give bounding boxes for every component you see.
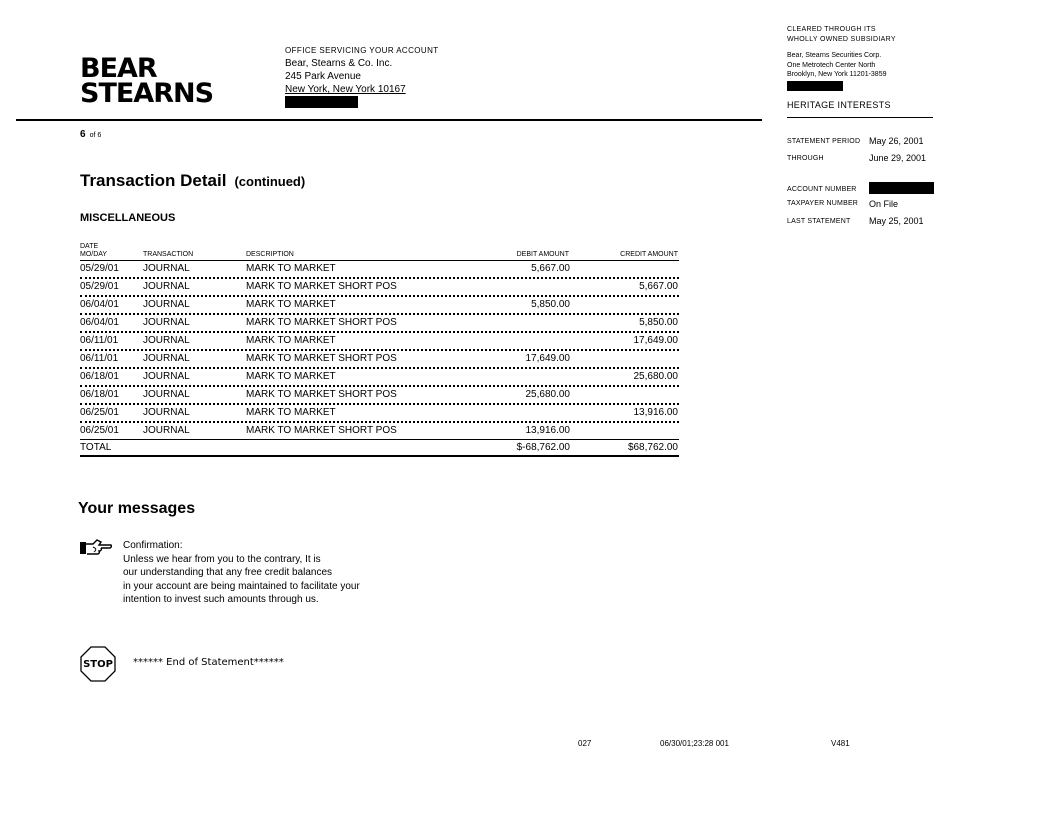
office-header: OFFICE SERVICING YOUR ACCOUNT [285,46,439,55]
message-line: in your account are being maintained to facilitate your [123,580,360,592]
header-credit: CREDIT AMOUNT [620,251,678,258]
cleared-line-2: WHOLLY OWNED SUBSIDIARY [787,35,896,43]
stop-sign-label: STOP [83,659,113,670]
last-statement-label: LAST STATEMENT [787,218,851,225]
cell-debit: 5,850.00 [531,299,570,310]
cell-credit: 5,667.00 [639,281,678,292]
client-name: HERITAGE INTERESTS [787,100,891,110]
page-number-value: 6 [80,129,86,140]
cell-date: 05/29/01 [80,263,119,274]
through-value: June 29, 2001 [869,153,927,163]
cell-description: MARK TO MARKET [246,299,336,310]
total-credit: $68,762.00 [627,442,678,453]
cell-credit: 25,680.00 [633,371,678,382]
corp-city: Brooklyn, New York 11201-3859 [787,71,887,78]
cell-transaction: JOURNAL [143,389,190,400]
logo-line-1: BEAR [80,53,157,84]
cell-description: MARK TO MARKET [246,263,336,274]
through-label: THROUGH [787,155,824,162]
office-block [285,44,439,108]
cell-date: 06/18/01 [80,389,119,400]
cell-description: MARK TO MARKET SHORT POS [246,425,397,436]
statement-period-value: May 26, 2001 [869,136,924,146]
cell-debit: 5,667.00 [531,263,570,274]
cell-date: 06/11/01 [80,335,119,346]
redaction-bar [787,81,843,91]
taxpayer-number-value: On File [869,199,899,209]
redaction-bar [869,182,934,194]
table-row [80,315,679,333]
cell-transaction: JOURNAL [143,299,190,310]
cell-debit: 25,680.00 [525,389,570,400]
bear-stearns-logo [80,53,214,109]
cell-date: 05/29/01 [80,281,119,292]
page-number [80,129,101,140]
pointing-hand-icon [79,538,113,563]
cell-date: 06/04/01 [80,299,119,310]
cell-description: MARK TO MARKET SHORT POS [246,389,397,400]
table-row [80,369,679,387]
cleared-line-1: CLEARED THROUGH ITS [787,26,876,33]
cell-description: MARK TO MARKET SHORT POS [246,317,397,328]
redaction-bar [285,96,358,108]
cell-description: MARK TO MARKET SHORT POS [246,353,397,364]
account-number-label: ACCOUNT NUMBER [787,186,857,193]
table-header [80,243,679,261]
cell-debit: 13,916.00 [525,425,570,436]
office-street: 245 Park Avenue [285,71,361,82]
total-debit: $-68,762.00 [516,442,570,453]
message-line: Confirmation: [123,540,183,551]
last-statement-value: May 25, 2001 [869,216,924,226]
office-city: New York, New York 10167 [285,84,406,95]
cell-transaction: JOURNAL [143,425,190,436]
message-line: intention to invest such amounts through us. [123,594,319,605]
corp-name: Bear, Stearns Securities Corp. [787,52,882,59]
section-heading: MISCELLANEOUS [80,212,176,224]
header-debit: DEBIT AMOUNT [516,251,569,258]
table-row [80,351,679,369]
statement-period-label: STATEMENT PERIOD [787,138,861,145]
logo-line-2: STEARNS [80,78,214,109]
cell-date: 06/25/01 [80,425,119,436]
cell-description: MARK TO MARKET [246,371,336,382]
title-text: Transaction Detail [80,171,227,190]
clearing-corp-address [787,51,887,91]
cell-credit: 17,649.00 [633,335,678,346]
cell-transaction: JOURNAL [143,353,190,364]
end-of-statement: ****** End of Statement****** [133,657,284,668]
cell-date: 06/11/01 [80,353,119,364]
right-panel-divider [787,117,933,118]
message-line: our understanding that any free credit balances [123,567,333,578]
cell-debit: 17,649.00 [525,353,570,364]
cell-description: MARK TO MARKET [246,407,336,418]
table-body [80,261,679,439]
footer-code-2: V481 [831,739,850,748]
cell-description: MARK TO MARKET [246,335,336,346]
cell-date: 06/04/01 [80,317,119,328]
table-row [80,387,679,405]
header-description: DESCRIPTION [246,251,294,258]
table-row [80,279,679,297]
total-label: TOTAL [80,442,112,453]
cleared-through [787,25,896,44]
header-divider [16,119,762,121]
cell-transaction: JOURNAL [143,317,190,328]
header-transaction: TRANSACTION [143,251,194,258]
table-row [80,333,679,351]
cell-transaction: JOURNAL [143,371,190,382]
table-total-row [80,439,679,457]
cell-transaction: JOURNAL [143,407,190,418]
cell-date: 06/18/01 [80,371,119,382]
page-title [80,171,305,191]
message-body [123,539,360,607]
messages-heading: Your messages [78,500,196,517]
table-row [80,405,679,423]
cell-transaction: JOURNAL [143,263,190,274]
corp-street: One Metrotech Center North [787,61,876,69]
transaction-table [80,243,679,457]
cell-credit: 5,850.00 [639,317,678,328]
message-line: Unless we hear from you to the contrary, It is [123,553,321,565]
cell-description: MARK TO MARKET SHORT POS [246,281,397,292]
page-total: of 6 [89,132,102,139]
footer-code-1: 027 [578,739,592,748]
office-name: Bear, Stearns & Co. Inc. [285,58,393,69]
title-suffix: (continued) [234,174,306,189]
header-date: DATE MO/DAY [80,243,108,258]
table-row [80,297,679,315]
taxpayer-number-label: TAXPAYER NUMBER [787,200,859,207]
footer-timestamp: 06/30/01;23:28 001 [660,739,729,748]
table-row [80,423,679,439]
table-row [80,261,679,279]
cell-transaction: JOURNAL [143,335,190,346]
stop-sign-icon [80,646,116,687]
cell-credit: 13,916.00 [633,407,678,418]
cell-date: 06/25/01 [80,407,119,418]
cell-transaction: JOURNAL [143,281,190,292]
